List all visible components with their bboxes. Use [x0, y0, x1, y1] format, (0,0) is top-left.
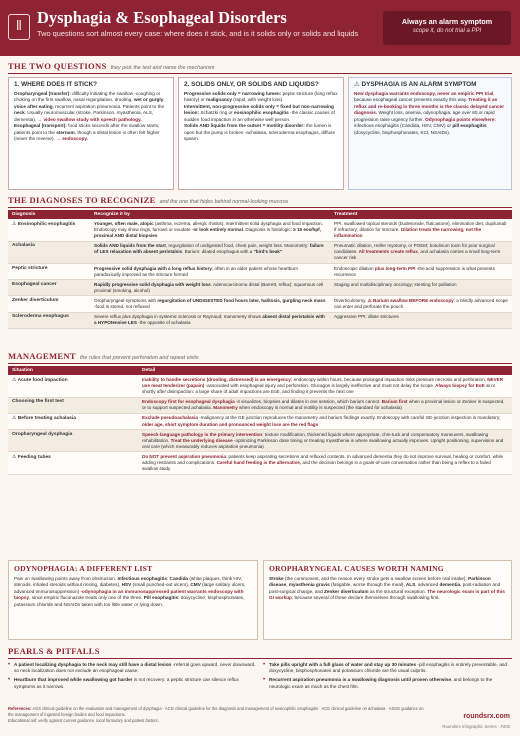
situation-cell	[8, 413, 138, 429]
detail-text: Barium first	[380, 399, 408, 405]
warning-icon: ⚠	[354, 80, 360, 88]
diagnosis-name: Scleroderma esophagus	[12, 314, 69, 320]
detail-text: Inability to handle secretions (drooling, distressed) is an emergency:	[142, 376, 293, 382]
esophagus-logo-icon: Ⅱ	[8, 14, 30, 40]
card-body: Progressive solids only = narrowing lumen: peptic stricture (long reflux history) or malignancy (rapid, with weight loss). Intermittent, non-progressive solids only = fixed but non-narrowing lesion: Schatzki ring or eosinophilic esophagitis -the classic causes of sudden food impaction in an otherwise well person. Solids AND liquids from the outset = motility disorder: the lumen is open but the pump is broken -achalasia, scleroderma esophagus, diffuse spasm.	[184, 90, 338, 142]
situation-name: Before treating achalasia	[17, 416, 76, 422]
table-row	[8, 264, 512, 280]
table-row	[8, 241, 512, 263]
divider	[8, 207, 512, 208]
card-alarm-symptom	[348, 77, 512, 190]
section-title: MANAGEMENT	[8, 351, 76, 361]
section-tagline: they pick the test and name the mechanism	[110, 65, 215, 71]
situation-name: Acute food impaction	[17, 377, 68, 383]
detail-cell	[138, 452, 512, 474]
recognize-text: , regurgitation of undigested food, chest pain, weight loss. Manometry:	[165, 243, 309, 249]
warning-icon: ⚠	[12, 220, 17, 227]
recognize-text: Progressive solid dysphagia with a long reflux history	[94, 265, 212, 271]
recognize-text: (asthma, eczema, allergic rhinitis); intermittent solid dysphagia and food impaction. Endoscopy may show rings, furrows or exudate -	[94, 220, 323, 232]
recognize-text: . Adenocarcinoma distal (Barrett, reflux); squamous cell proximal (smoking, alcohol)	[94, 281, 324, 293]
page-title: Dysphagia & Esophageal Disorders	[37, 8, 287, 27]
card-body: New dysphagia warrants endoscopy, never an empiric PPI trial, because esophageal cancer presents exactly this way. Treating it as reflux and re-booking in three months is the classic delayed cancer diagnosis. Weight loss, anemia, odynophagia, age over 60 or rapid progression raise urgency further. Odynophagia points elsewhere: infectious esophagitis (Candida, HSV, CMV) or pill esophagitis (doxycycline, bisphosphonates, KCl, NSAIDs).	[354, 90, 505, 135]
recognize-text: Solids AND liquids from the start	[94, 243, 166, 249]
detail-text: when endoscopy is normal and motility is suspected (the standard for achalasia)	[237, 405, 402, 411]
box-oropharyngeal-causes	[263, 560, 512, 640]
treatment-text: ⚠ Barium swallow BEFORE endoscopy	[366, 297, 454, 303]
section-heading-pearls	[8, 646, 100, 657]
diagnosis-name-cell	[8, 219, 90, 241]
box-body: Pain on swallowing points away from obstruction. Infectious esophagitis: Candida (white plaques, think HIV, steroids, inhaled steroids without rinsing, diabetes), HSV (small punched-out ulcers), CMV (large solitary ulcers, advanced immunosuppression) -odynophagia in an immunosuppressed patient warrants endoscopy with biopsy, since empiric fluconazole treats only one of the three. Pill esophagitis: doxycycline, bisphosphonates, potassium chloride and NSAIDs taken with too little water or lying down.	[14, 575, 246, 607]
table-row	[8, 296, 512, 312]
diagnoses-table	[8, 210, 512, 329]
alarm-badge	[383, 11, 511, 45]
recognize-text: Rapidly progressive solid dysphagia with weight loss	[94, 281, 211, 287]
detail-text: when a proximal lesion or Zenker is suspected, or to support suspected achalasia.	[142, 399, 505, 411]
diagnosis-name: Esophageal cancer	[12, 281, 57, 287]
card-where-does-it-stick	[8, 77, 174, 190]
diagnosis-name-cell	[8, 241, 90, 263]
treatment-cell	[330, 241, 512, 263]
treatment-cell	[330, 312, 512, 328]
detail-text: -it visualizes, biopsies and dilates in one session, which barium cannot.	[234, 399, 381, 405]
treatment-cell	[330, 264, 512, 280]
detail-cell	[138, 413, 512, 429]
management-table	[8, 366, 512, 475]
diagnosis-name-cell	[8, 312, 90, 328]
detail-cell	[138, 375, 512, 397]
treatment-cell	[330, 219, 512, 241]
detail-text: Do NOT prevent aspiration pneumonia	[142, 453, 226, 459]
table-row	[8, 430, 512, 452]
references-label: References:	[8, 706, 32, 711]
treatment-text: All treatments create reflux	[357, 249, 418, 255]
table-row	[8, 413, 512, 429]
treatment-text: Endoscopic dilation	[334, 265, 374, 271]
column-header: Treatment	[330, 210, 512, 219]
list-item: • Heartburn that improved while swallowing got harder is not recovery: a peptic stricture can silence reflux symptoms as it narrows.	[8, 677, 258, 690]
detail-text: Always biopsy for EoE	[434, 382, 485, 388]
table-row	[8, 375, 512, 397]
card-solids-or-liquids	[178, 77, 344, 190]
treatment-text: Staging and multidisciplinary oncology; stenting for palliation	[334, 281, 457, 287]
references-text: AGS clinical guideline on the evaluation and management of dysphagia · ACG clinical guideline for the diagnosis and management of eosinophilic esophagitis · ACG clinical guideline on achalasia · ASGE guidance on the management of ingested foreign bodies and food impactions.	[8, 706, 424, 717]
situation-cell	[8, 430, 138, 452]
column-header: Detail	[138, 366, 512, 375]
list-item: • Recurrent aspiration pneumonia is a swallowing diagnosis until proven otherwise, and belongs to the neurologic exam as much as the chest film.	[263, 677, 512, 690]
situation-name: Feeding tubes	[17, 454, 51, 460]
header-banner	[0, 0, 520, 56]
section-title: THE DIAGNOSES TO RECOGNIZE	[8, 195, 156, 205]
box-title: ODYNOPHAGIA: A DIFFERENT LIST	[14, 564, 153, 573]
recognize-cell	[90, 280, 330, 296]
divider	[8, 363, 512, 364]
situation-cell	[8, 375, 138, 397]
warning-icon: ⚠	[12, 376, 17, 383]
references	[8, 706, 428, 724]
detail-text: NEVER use meat tenderizer (papain)	[142, 376, 504, 388]
detail-text: -associated with esophageal injury and perforation. Glucagon is largely ineffective and must not delay the scope.	[204, 382, 435, 388]
detail-text: Speech-language pathology is the primary intervention	[142, 431, 263, 437]
series-label: Roundsrx Infographic Series · #202	[442, 724, 510, 729]
recognize-cell	[90, 296, 330, 312]
recognize-cell	[90, 219, 330, 241]
detail-text: Manometry	[211, 405, 238, 411]
detail-text: at or shortly after disimpaction: a large share of adult impactions are EoE, and finding it prevents the next one	[142, 382, 496, 395]
pearls-list-right	[263, 662, 512, 693]
box-title: OROPHARYNGEAL CAUSES WORTH NAMING	[269, 564, 444, 573]
table-row	[8, 452, 512, 474]
treatment-text: , and achalasia carries a small long-term cancer risk	[334, 249, 501, 261]
situation-name: Choosing the first test	[12, 399, 64, 405]
situation-cell	[8, 397, 138, 413]
situation-name: Oropharyngeal dysphagia	[12, 431, 73, 437]
treatment-text: Aggressive PPI; dilate strictures	[334, 314, 399, 320]
section-heading-management	[8, 351, 199, 362]
column-header: Recognize it by	[90, 210, 330, 219]
card-title: ⚠ DYSPHAGIA IS AN ALARM SYMPTOM	[354, 80, 477, 88]
section-tagline: and the one that hides behind normal-looking mucosa	[159, 199, 288, 205]
warning-icon: ⚠	[12, 453, 17, 460]
detail-text: -optimizing Parkinson dose timing or treating myasthenia is where swallowing actually improves. Upright positioning, supervision and oral care (which measurably reduces aspiration pneumonia)	[142, 437, 504, 449]
table-row	[8, 312, 512, 328]
disclaimer: Educational aid: verify against current guidance, local formulary and patient factors.	[8, 717, 159, 723]
recognize-cell	[90, 312, 330, 328]
box-odynophagia	[8, 560, 258, 640]
column-header: Situation	[8, 366, 138, 375]
alarm-badge-title: Always an alarm symptom	[401, 17, 493, 26]
list-item: • Take pills upright with a full glass of water and stay up 30 minutes -pill esophagitis is entirely preventable, and doxycycline, bisphosphonates and potassium chloride are the usual culprits.	[263, 662, 512, 675]
recognize-cell	[90, 264, 330, 280]
treatment-cell	[330, 280, 512, 296]
pearls-list-left	[8, 662, 258, 693]
section-title: PEARLS & PITFALLS	[8, 646, 100, 656]
diagnosis-name: Achalasia	[12, 243, 35, 249]
card-body: Oropharyngeal (transfer): difficulty initiating the swallow -coughing or choking on the first swallow, nasal regurgitation, drooling, wet or gurgly voice after eating, recurrent aspiration pneumonia. Patients point to the neck. Usually neuromuscular (stroke, Parkinson, myasthenia, ALS, dementia). → video swallow study with speech pathology. Esophageal (transport): food sticks seconds after the swallow starts; patients point to the sternum, though a distal lesion is often felt higher (never the reverse). → endoscopy.	[14, 90, 165, 142]
situation-cell	[8, 452, 138, 474]
section-heading-diagnoses	[8, 195, 288, 206]
recognize-cell	[90, 241, 330, 263]
detail-text: endoscopy within hours, because prolonged impaction risks pressure necrosis and perforation.	[292, 376, 486, 382]
recognize-text: ≥ 15 eos/hpf, proximal AND distal biopsies	[94, 226, 321, 239]
divider	[8, 73, 512, 74]
recognize-text: . Barium: dilated esophagus with a	[182, 249, 253, 255]
treatment-text: Pneumatic dilation, Heller myotomy, or POEM; botulinum toxin for poor surgical candidates.	[334, 243, 495, 255]
detail-cell	[138, 430, 512, 452]
section-tagline: the rules that prevent perforation and repeat visits	[79, 355, 199, 361]
recognize-text: Younger, often male, atopic	[94, 220, 154, 226]
diagnosis-name: Eosinophilic esophagitis	[17, 221, 76, 227]
recognize-text: regurgitation of UNDIGESTED food hours later, halitosis, gurgling neck mass	[156, 297, 326, 303]
treatment-text: Dilation treats the narrowing, not the inflammation	[334, 226, 482, 239]
detail-text: Exclude pseudoachalasia	[142, 415, 198, 421]
page-subtitle: Two questions sort almost every case: where does it stick, and is it solids only or solids and liquids	[37, 29, 359, 38]
site-link[interactable]: roundsrx.com	[463, 713, 510, 720]
divider	[8, 658, 512, 659]
treatment-text: -the acid suppression is what prevents recurrence	[334, 265, 495, 277]
table-row	[8, 397, 512, 413]
treatment-cell	[330, 296, 512, 312]
treatment-text: : a blindly advanced scope can enter and perforate the pouch	[334, 297, 508, 310]
table-header-row	[8, 366, 512, 375]
alarm-badge-subtitle: scope it, do not trial a PPI	[412, 28, 482, 35]
diagnosis-name-cell	[8, 264, 90, 280]
table-header-row	[8, 210, 512, 219]
recognize-text: failure of LES relaxation with absent peristalsis	[94, 243, 324, 255]
detail-text: older age, short symptom duration and pronounced weight loss are the red flags	[142, 421, 319, 427]
card-title: 2. SOLIDS ONLY, OR SOLIDS AND LIQUIDS?	[184, 81, 319, 88]
detail-text: Endoscopy first for esophageal dysphagia	[142, 399, 235, 405]
detail-text: : texture modification, thickened liquids where appropriate, chin-tuck and compensatory maneuvers, swallowing rehabilitation.	[142, 431, 489, 443]
detail-cell	[138, 397, 512, 413]
warning-icon: ⚠	[12, 415, 17, 422]
recognize-text: or look entirely normal	[193, 226, 243, 232]
treatment-text: Diverticulotomy.	[334, 297, 367, 303]
recognize-text: Severe reflux plus dysphagia in systemic sclerosis or Raynaud; manometry shows	[94, 314, 261, 320]
list-item: • A patient localizing dysphagia to the neck may still have a distal lesion -referral goes upward, never downward, so neck localization does not exclude an esophageal cause.	[8, 662, 258, 675]
diagnosis-name: Zenker diverticulum	[12, 297, 59, 303]
section-title: THE TWO QUESTIONS	[8, 61, 107, 71]
table-row	[8, 219, 512, 241]
recognize-text: , often in an older patient whose heartburn paradoxically improved as the stricture formed	[94, 265, 299, 277]
detail-text: and the decision belongs in a goals-of-care conversation rather than being a reflex to a failed swallow study	[142, 460, 491, 472]
recognize-text: -the opposite of achalasia	[136, 320, 191, 326]
treatment-text: plus long-term PPI	[373, 265, 416, 271]
detail-text: -malignancy at the GE junction reproduces the manometry and barium findings exactly. Endoscopy with careful GE-junction inspection is mandatory;	[197, 415, 501, 421]
recognize-text: Oropharyngeal symptoms with	[94, 297, 157, 303]
detail-text: Treat the underlying disease	[169, 437, 233, 443]
diagnosis-name-cell	[8, 280, 90, 296]
card-title: 1. WHERE DOES IT STICK?	[14, 81, 98, 88]
recognize-text: -food is stored, not refluxed	[94, 304, 150, 310]
table-row	[8, 280, 512, 296]
detail-text: : patients keep aspirating secretions and refluxed contents. In advanced dementia they do not improve survival, healing or comfort, while adding restraints and complications.	[142, 453, 504, 466]
diagnosis-name: Peptic stricture	[12, 265, 48, 271]
recognize-text: "bird's beak"	[252, 249, 283, 255]
section-heading-two-questions	[8, 61, 215, 72]
recognize-text: absent distal peristalsis with a HYPOtensive LES	[94, 314, 325, 326]
column-header: Diagnosis	[8, 210, 90, 219]
diagnosis-name-cell	[8, 296, 90, 312]
detail-text: Careful hand feeding is the alternative,	[215, 460, 302, 466]
treatment-text: PPI, swallowed topical steroids (budesonide, fluticasone), elimination diet, dupilumab if refractory; dilation for stricture.	[334, 220, 507, 232]
recognize-text: . Diagnosis is histologic:	[242, 226, 292, 232]
box-body: Stroke (the commonest, and the reason every stroke gets a swallow screen before oral intake), Parkinson disease, myasthenia gravis (fatigable, worse through the meal), ALS, advanced dementia, post-radiation and post-surgical change, and Zenker diverticulum as the structural exception. The neurologic exam is part of this GI workup, because several of these declare themselves through swallowing first.	[269, 575, 505, 601]
